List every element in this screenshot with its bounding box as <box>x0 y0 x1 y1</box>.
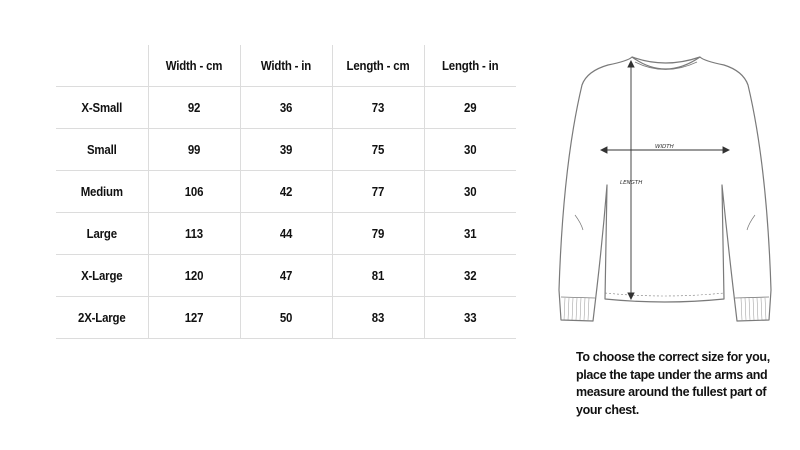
instruction-line: To choose the correct size for you, <box>576 350 770 364</box>
table-row <box>56 255 516 297</box>
length-label: LENGTH <box>620 180 643 186</box>
sizing-instructions <box>576 349 770 419</box>
width-cm-value: 127 <box>154 297 235 339</box>
length-arrow-top-icon <box>628 61 634 67</box>
width-in-value: 36 <box>246 87 327 129</box>
length-in-value: 29 <box>430 87 511 129</box>
width-in-value: 42 <box>246 171 327 213</box>
length-cm-value: 79 <box>338 213 419 255</box>
header-row <box>56 45 516 87</box>
width-cm-value: 120 <box>154 255 235 297</box>
instruction-line: your chest. <box>576 402 639 417</box>
length-cm-value: 73 <box>338 87 419 129</box>
right-armpit-crease <box>747 215 755 230</box>
instruction-line: measure around the fullest part of <box>576 385 767 399</box>
size-label: Medium <box>62 171 143 213</box>
table-row <box>56 213 516 255</box>
width-in-value: 44 <box>246 213 327 255</box>
table-row <box>56 171 516 213</box>
length-arrow-bottom-icon <box>628 293 634 299</box>
width-cm-value: 113 <box>154 213 235 255</box>
left-cuff <box>561 297 595 298</box>
width-cm-value: 99 <box>154 129 235 171</box>
width-in-value: 50 <box>246 297 327 339</box>
width-cm-value: 92 <box>154 87 235 129</box>
header-length-in: Length - in <box>430 45 511 87</box>
width-in-value: 39 <box>246 129 327 171</box>
width-in-value: 47 <box>246 255 327 297</box>
right-cuff <box>735 297 769 298</box>
left-armpit-crease <box>575 215 583 230</box>
size-label: 2X-Large <box>62 297 143 339</box>
table-row <box>56 129 516 171</box>
size-label: Large <box>62 213 143 255</box>
size-label: X-Large <box>62 255 143 297</box>
header-width-cm: Width - cm <box>154 45 235 87</box>
size-chart-table <box>56 45 516 339</box>
length-in-value: 32 <box>430 255 511 297</box>
table-row <box>56 87 516 129</box>
length-cm-value: 77 <box>338 171 419 213</box>
length-in-value: 33 <box>430 297 511 339</box>
shirt-outline <box>559 57 771 321</box>
length-in-value: 30 <box>430 171 511 213</box>
size-label: X-Small <box>62 87 143 129</box>
header-length-cm: Length - cm <box>338 45 419 87</box>
hem-stitch <box>605 293 724 296</box>
header-width-in: Width - in <box>246 45 327 87</box>
width-arrow-right-icon <box>723 147 729 153</box>
width-label: WIDTH <box>655 144 674 150</box>
instruction-line: place the tape under the arms and <box>576 367 768 382</box>
header-cell-empty <box>62 45 143 87</box>
size-label: Small <box>62 129 143 171</box>
length-cm-value: 81 <box>338 255 419 297</box>
table-row <box>56 297 516 339</box>
width-arrow-left-icon <box>601 147 607 153</box>
length-in-value: 30 <box>430 129 511 171</box>
long-sleeve-shirt-diagram <box>545 55 785 325</box>
width-cm-value: 106 <box>154 171 235 213</box>
length-cm-value: 83 <box>338 297 419 339</box>
length-cm-value: 75 <box>338 129 419 171</box>
length-in-value: 31 <box>430 213 511 255</box>
